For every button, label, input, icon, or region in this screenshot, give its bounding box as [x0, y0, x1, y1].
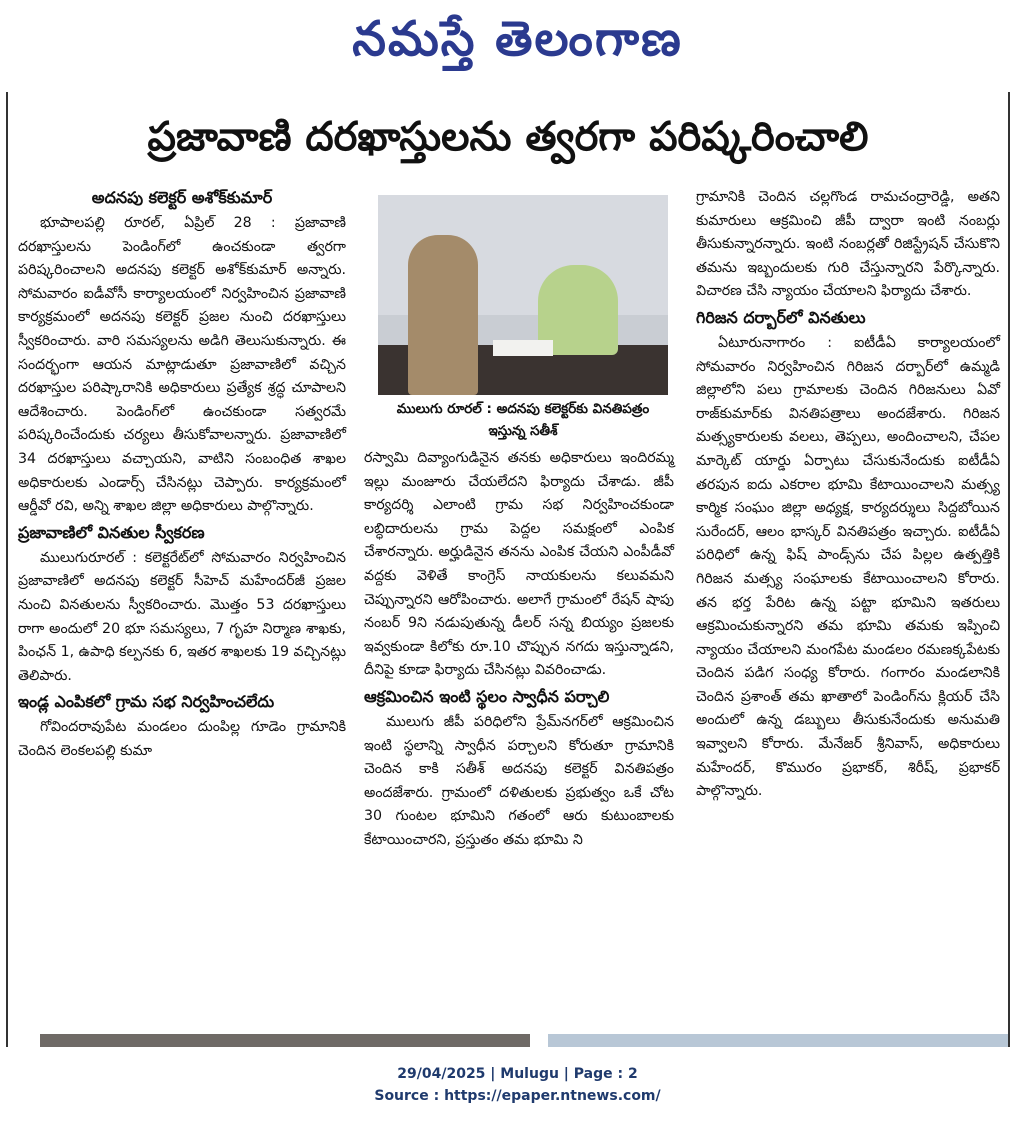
- subheading: ఆక్రమించిన ఇంటి స్థలం స్వాధీన పర్చాలి: [364, 686, 610, 706]
- subheading: గిరిజన దర్బార్‌లో వినతులు: [696, 307, 866, 327]
- newspaper-masthead: నమస్తే తెలంగాణ: [352, 11, 683, 67]
- paragraph: రస్వామి దివ్యాంగుడినైన తనకు అధికారులు ఇందిరమ్మ ఇల్లు మంజూరు చేయలేదని ఫిర్యాదు చేశాడు. జీపీ కార్యదర్శి ఎలాంటి గ్రామ సభ నిర్వహించకుండా లబ్ధిదారులను గ్రామ పెద్దల సమక్షంలో ఎంపిక చేశారన్నారు. అర్హుడినైన తనను ఎంపిక చేయని ఎంపీడీవో వద్దకు వెళితే కాంగ్రెస్ నాయకులను కలువమని చెప్పున్నారని ఆరోపించారు. అలాగే గ్రామంలో రేషన్ షాపు నంబర్ 9ని నడుపుతున్న డీలర్ సన్న బియ్యం ప్రజలకు ఇవ్వకుండా కిలోకు రూ.10 చొప్పున నగదు ఇస్తున్నాడని, దీనిపై కూడా ఫిర్యాదు చేసినట్లు వివరించాడు.: [364, 450, 674, 679]
- source-url: Source : https://epaper.ntnews.com/: [374, 1088, 661, 1104]
- subheading: ప్రజావాణిలో వినతుల స్వీకరణ: [18, 522, 205, 542]
- page-footer: [0, 1063, 1035, 1107]
- edition-info: 29/04/2025 | Mulugu | Page : 2: [397, 1066, 638, 1082]
- next-photo-strip: [548, 1034, 1008, 1047]
- article-headline: ప్రజావాణి దరఖాస్తులను త్వరగా పరిష్కరించాలి: [147, 114, 869, 160]
- paragraph: ములుగురూరల్ : కలెక్టరేట్‌లో సోమవారం నిర్వహించిన ప్రజావాణిలో అదనపు కలెక్టర్ సీహెచ్ మహేందర్‌జీ ప్రజల నుంచి వినతులను స్వీకరించారు. మొత్తం 53 దరఖాస్తులు రాగా అందులో 20 భూ సమస్యలు, 7 గృహ నిర్మాణ శాఖకు, పింఛన్ 1, ఉపాధి కల్పనకు 6, ఇతర శాఖలకు 19 వచ్చినట్లు తెలిపారు.: [18, 549, 346, 684]
- paragraph: గ్రామానికి చెందిన చల్లగొండ రామచంద్రారెడ్డి, అతని కుమారులు ఆక్రమించి జీపీ ద్వారా ఇంటి నంబర్లు తీసుకున్నారన్నారు. ఇంటి నంబర్లతో రిజిస్ట్రేషన్ చేసుకొని తమను ఇబ్బందులకు గురి చేస్తున్నారని పేర్కొన్నారు. విచారణ చేసి న్యాయం చేయాలని ఫిర్యాదు చేశారు.: [696, 189, 1000, 300]
- byline: అదనపు కలెక్టర్ అశోక్‌కుమార్: [91, 188, 273, 207]
- paragraph: ములుగు జీపీ పరిధిలోని ప్రేమ్‌నగర్‌లో ఆక్రమించిన ఇంటి స్థలాన్ని స్వాధీన పర్చాలని కోరుతూ గ్రామానికి చెందిన కాకి సతీశ్ అదనపు కలెక్టర్ వినతిపత్రం అందజేశారు. గ్రామంలో దళితులకు ప్రభుత్వం ఒకే చోట 30 గుంటల భూమిని గతంలో ఆరు కుటుంబాలకు కేటాయించారని, ప్రస్తుతం తమ భూమి ని: [364, 713, 674, 848]
- article-column-2: [364, 447, 674, 853]
- paragraph: భూపాలపల్లి రూరల్, ఏప్రిల్ 28 : ప్రజావాణి దరఖాస్తులను పెండింగ్‌లో ఉంచకుండా త్వరగా పరిష్కరించాలని అదనపు కలెక్టర్ అశోక్‌కుమార్ అన్నారు. సోమవారం ఐడీవోసీ కార్యాలయంలో నిర్వహించిన ప్రజావాణి కార్యక్రమంలో అదనపు కలెక్టర్ ప్రజల నుంచి దరఖాస్తులు స్వీకరించారు. వారి సమస్యలను అడిగి తెలుసుకున్నారు. ఈ సందర్భంగా ఆయన మాట్లాడుతూ ప్రజావాణిలో వచ్చిన దరఖాస్తుల పరిష్కారానికి అధికారులు ప్రత్యేక శ్రద్ధ చూపాలని ఆదేశించారు. పెండింగ్‌లో ఉంచకుండా సత్వరమే పరిష్కరించేందుకు చర్యలు తీసుకోవాలన్నారు. ప్రజావాణిలో 34 దరఖాస్తులు వచ్చాయని, వాటిని సంబంధిత శాఖల అధికారులకు ఎండార్స్ చేసినట్లు చెప్పారు. కార్యక్రమంలో ఆర్డీవో రవి, అన్ని శాఖల జిల్లా అధికారులు పాల్గొన్నారు.: [18, 215, 346, 515]
- news-clipping: [6, 92, 1010, 1047]
- article-column-3: [696, 186, 1000, 804]
- photo-caption: ములుగు రూరల్ : అదనపు కలెక్టర్‌కు వినతిపత్రం ఇస్తున్న సతీశ్: [396, 401, 650, 439]
- petition-paper: [493, 340, 553, 356]
- paragraph: గోవిందరావుపేట మండలం దుంపిల్ల గూడెం గ్రామానికి చెందిన లెంకలపల్లి కుమా: [18, 719, 346, 759]
- subheading: ఇండ్ల ఎంపికలో గ్రామ సభ నిర్వహించలేదు: [18, 692, 275, 712]
- paragraph: ఏటూరునాగారం : ఐటీడీఏ కార్యాలయంలో సోమవారం నిర్వహించిన గిరిజన దర్బార్‌లో ఉమ్మడి జిల్లాలోని పలు గ్రామాలకు చెందిన గిరిజనులు ఏవో రాజ్‌కుమార్‌కు వినతిపత్రాలు అందజేశారు. గిరిజన మత్స్యకారులకు వలలు, తెప్పలు, అందించాలని, చేపల మార్కెట్ యార్డు ఏర్పాటు చేసుకునేందుకు ఐటీడీఏ తరపున ఐదు ఎకరాల భూమి కేటాయించాలని మత్స్య కార్మిక సంఘం జిల్లా అధ్యక్ష, కార్యదర్శులు సిద్దబోయిన సురేందర్, ఆలం భాస్కర్ వినతిపత్రం ఇచ్చారు. ఐటీడీఏ పరిధిలో ఉన్న ఫిష్ పాండ్స్‌ను చేప పిల్లల ఉత్పత్తికి గిరిజన మత్స్య సంఘాలకు కేటాయించాలని కోరారు. తన భర్త పేరిట ఉన్న పట్టా భూమిని ఇతరులు ఆక్రమించుకున్నారని తమ భూమి తమకు ఇప్పించి న్యాయం చేయాలని మంగపేట మండలం రమణక్కపేటకు చెందిన పడిగ సంధ్య కోరారు. గంగారం మండలానికి చెందిన ప్రశాంత్ తమ ఖాతాలో పెండింగ్‌ను క్లియర్ చేసి అందులో ఉన్న డబ్బులు తీసుకునేందుకు అనుమతి ఇవ్వాలని కోరారు. మేనేజర్ శ్రీనివాస్, అధికారులు మహేందర్, కొమురం ప్రభాకర్, శిరీష్, ప్రభాకర్ పాల్గొన్నారు.: [696, 334, 1000, 800]
- news-photo: [378, 195, 668, 395]
- article-column-1: [18, 184, 346, 763]
- next-photo-strip: [40, 1034, 530, 1047]
- standing-person: [408, 235, 478, 395]
